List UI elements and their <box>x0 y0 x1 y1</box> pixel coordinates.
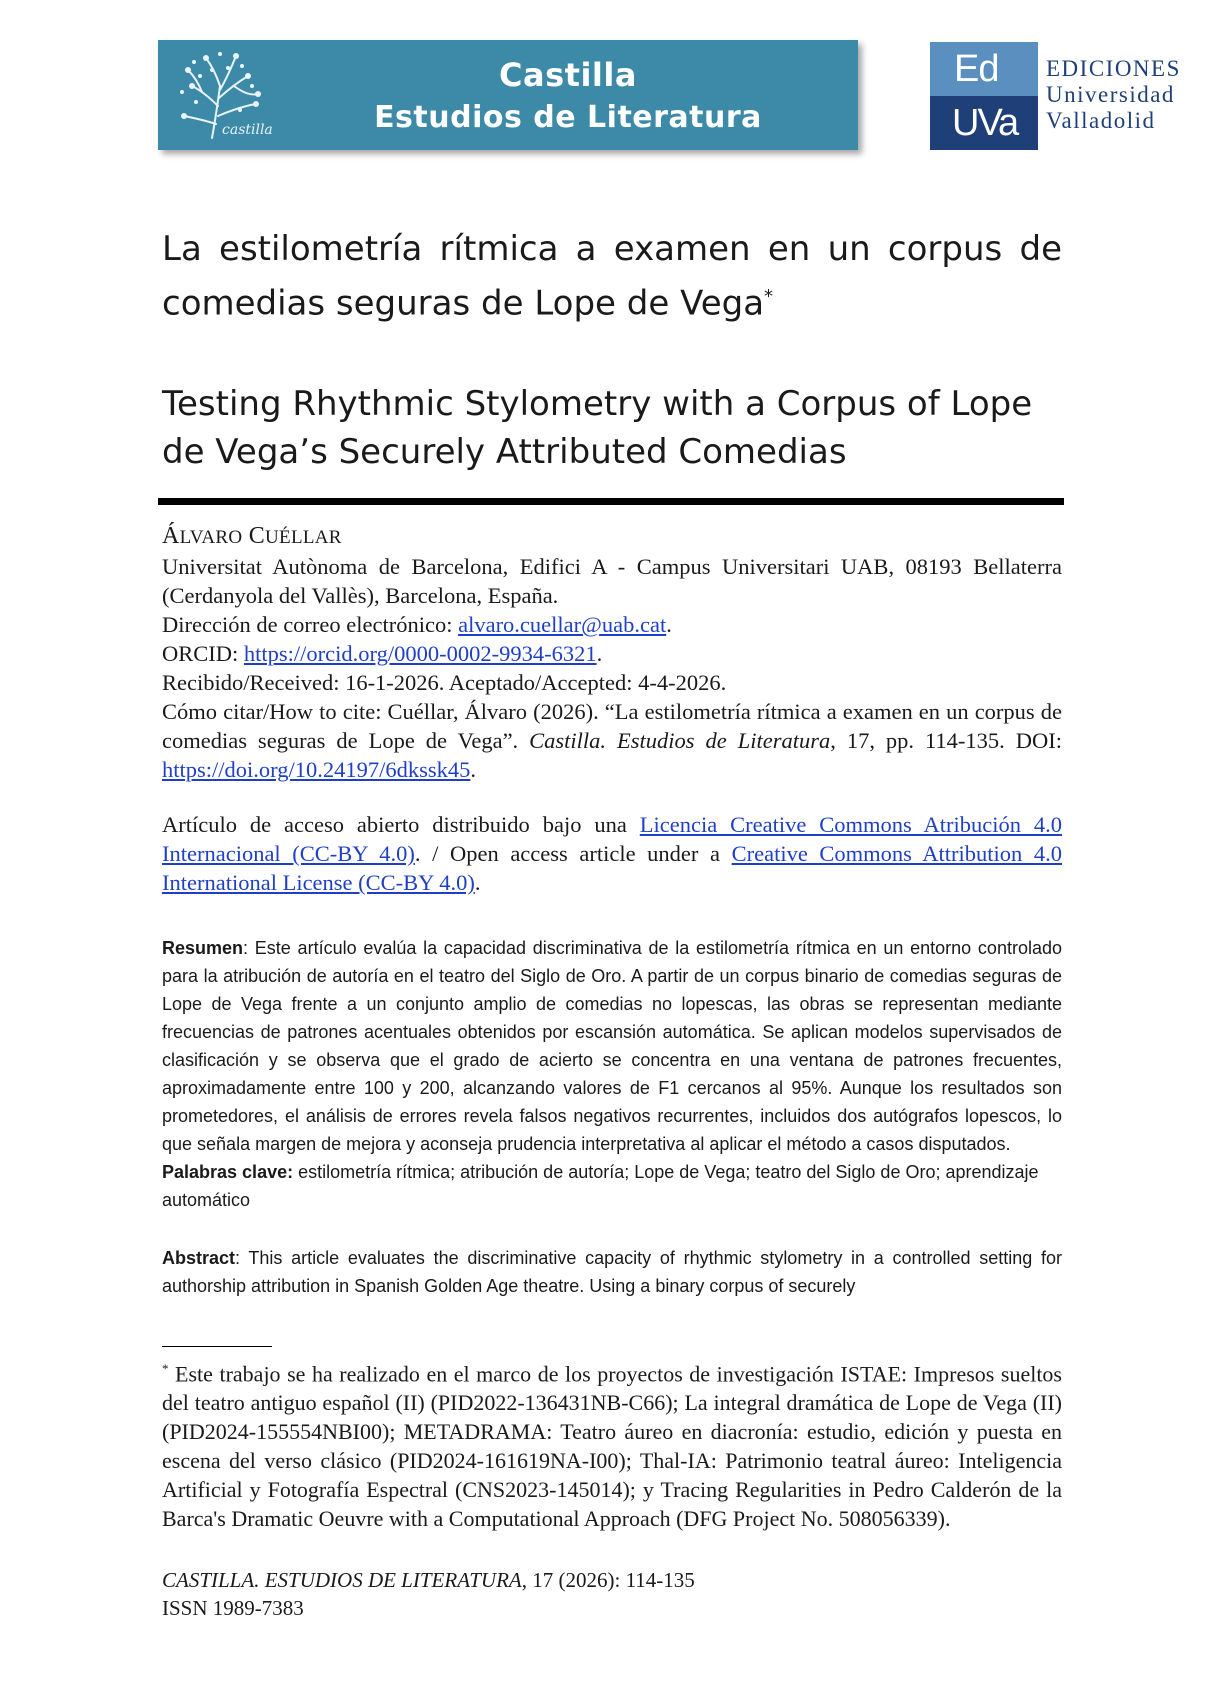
publisher-logo-line2: Universidad <box>1046 82 1175 107</box>
title-divider <box>158 498 1064 505</box>
author-email-link[interactable]: alvaro.cuellar@uab.cat <box>458 612 667 637</box>
publisher-logo-line1: EDICIONES <box>1046 56 1181 81</box>
author-affiliation: Universitat Autònoma de Barcelona, Edifici A - Campus Universitari UAB, 08193 Bellaterra (Cerdanyola del Vallès), Barcelona, España. <box>162 554 1062 608</box>
footnote-separator <box>162 1346 272 1347</box>
publisher-logo-uva: UVa <box>930 96 1038 150</box>
journal-logo-title: Castilla <box>499 56 637 94</box>
doi-link[interactable]: https://doi.org/10.24197/6dkssk45 <box>162 757 471 782</box>
footer-issn: ISSN 1989-7383 <box>162 1596 304 1620</box>
page-footer <box>162 1566 1062 1622</box>
footer-citation: CASTILLA. ESTUDIOS DE LITERATURA, 17 (2026): 114-135 <box>162 1568 695 1592</box>
footer-journal: CASTILLA. ESTUDIOS DE LITERATURA <box>162 1568 522 1592</box>
keywords-paragraph: Palabras clave: estilometría rítmica; atribución de autoría; Lope de Vega; teatro del Siglo de Oro; aprendizaje automático <box>162 1162 1039 1210</box>
publisher-logo-text <box>1046 56 1181 134</box>
footnote: * Este trabajo se ha realizado en el marco de los proyectos de investigación ISTAE: Impresos sueltos del teatro antiguo español (II) (PID2022-136431NB-C66); La integral dramática de Lope de Vega (II) (PID2024-155554NBI00); METADRAMA: Teatro áureo en diacronía: estudio, edición y puesta en escena del verso clásico (PID2024-161619NA-I00); Thal-IA: Patrimonio teatral áureo: Inteligencia Artificial y Fotografía Espectral (CNS2023-145014); y Tracing Regularities in Pedro Calderón de la Barca's Dramatic Oeuvre with a Computational Approach (DFG Project No. 508056339). <box>162 1361 1062 1532</box>
resumen-paragraph: Resumen: Este artículo evalúa la capacidad discriminativa de la estilometría rítmica en un entorno controlado para la atribución de autoría en el teatro del Siglo de Oro. A partir de un corpus binario de comedias seguras de Lope de Vega frente a un conjunto amplio de comedias no lopescas, las obras se representan mediante frecuencias de patrones acentuales obtenidos por escansión automática. Se aplican modelos supervisados de clasificación y se observa que el grado de acierto se concentra en una ventana de patrones frecuentes, aproximadamente entre 100 y 200, alcanzando valores de F1 cercanos al 95%. Aunque los resultados son prometedores, el análisis de errores revela falsos negativos recurrentes, incluidos dos autógrafos lopescos, lo que señala margen de mejora y aconseja prudencia interpretativa al aplicar el método a casos disputados. <box>162 938 1062 1154</box>
publisher-logo-box <box>930 42 1038 150</box>
article-title-spanish <box>162 225 1062 327</box>
keywords-label: Palabras clave: <box>162 1162 294 1182</box>
title-es-text: La estilometría rítmica a examen en un corpus de comedias seguras de Lope de Vega <box>162 228 1062 324</box>
title-footnote-mark[interactable]: * <box>764 285 774 307</box>
abstract-section <box>162 934 1062 1300</box>
licence-link-en[interactable]: Creative Commons Attribution 4.0 International License (CC-BY 4.0) <box>162 841 1062 895</box>
licence-link-es[interactable]: Licencia Creative Commons Atribución 4.0 Internacional (CC-BY 4.0) <box>162 812 1062 866</box>
author-name: ÁLVARO CUÉLLAR <box>162 523 342 549</box>
journal-logo-banner <box>158 40 858 150</box>
orcid-link[interactable]: https://orcid.org/0000-0002-9934-6321 <box>243 641 597 666</box>
licence-statement: Artículo de acceso abierto distribuido bajo una Licencia Creative Commons Atribución 4.0 Internacional (CC-BY 4.0). / Open access article under a Creative Commons Attribution 4.0 International License (CC-BY 4.0). <box>162 812 1062 895</box>
publisher-logo <box>930 42 1190 150</box>
publisher-logo-line3: Valladolid <box>1046 108 1156 133</box>
journal-logo-subtitle: Estudios de Literatura <box>374 100 762 135</box>
article-title-english: Testing Rhythmic Stylometry with a Corpus of Lope de Vega’s Securely Attributed Comedias <box>162 384 1033 473</box>
resumen-label: Resumen <box>162 938 244 958</box>
author-info <box>162 522 1062 897</box>
abstract-english-paragraph: Abstract: This article evaluates the discriminative capacity of rhythmic stylometry in a controlled setting for authorship attribution in Spanish Golden Age theatre. Using a binary corpus of securely <box>162 1248 1062 1296</box>
dates-received-accepted: Recibido/Received: 16-1-2026. Aceptado/Accepted: 4-4-2026. <box>162 670 727 695</box>
how-to-cite: Cómo citar/How to cite: Cuéllar, Álvaro (2026). “La estilometría rítmica a examen en un corpus de comedias seguras de Lope de Vega”. Castilla. Estudios de Literatura, 17, pp. 114-135. DOI: https://doi.org/10.24197/6dkssk45. <box>162 699 1062 782</box>
author-orcid-line: ORCID: https://orcid.org/0000-0002-9934-6321. <box>162 641 603 666</box>
footnote-mark: * <box>162 1361 169 1376</box>
author-email-line: Dirección de correo electrónico: alvaro.cuellar@uab.cat. <box>162 612 672 637</box>
journal-logo-tree-label: castilla <box>222 122 273 138</box>
publisher-logo-ed: Ed <box>930 42 1038 96</box>
abstract-label: Abstract <box>162 1248 236 1268</box>
